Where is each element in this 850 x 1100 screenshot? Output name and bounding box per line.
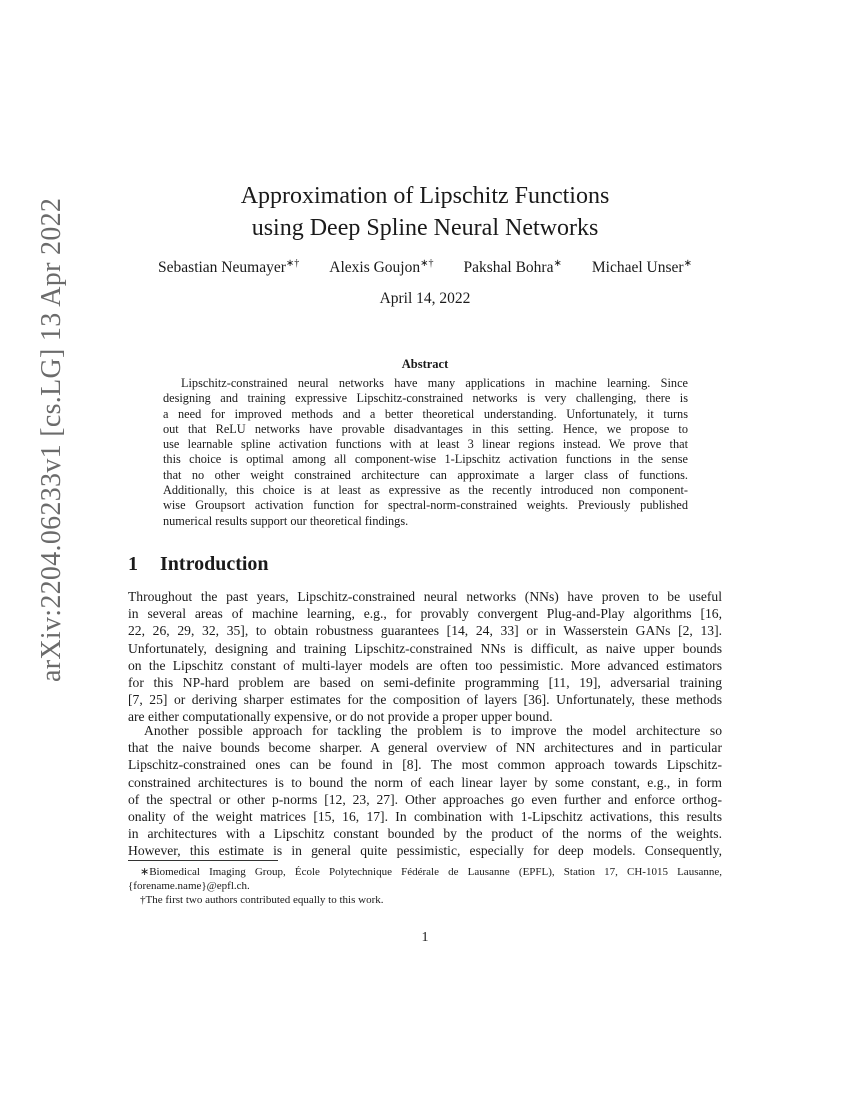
paragraph-line: are either computationally expensive, or do not provide a proper upper bound. <box>128 709 553 725</box>
footnote-line: ∗Biomedical Imaging Group, École Polytechnique Fédérale de Lausanne (EPFL), Station 17, CH-1015 Lausanne, <box>140 866 722 878</box>
abstract-line: designing and training expressive Lipschitz-constrained networks is very challenging, there is <box>163 391 688 406</box>
abstract-line: use learnable spline activation functions with at least 3 linear regions instead. We prove that <box>163 437 688 452</box>
body-paragraph <box>128 722 722 860</box>
section-heading <box>128 553 269 576</box>
abstract-heading: Abstract <box>401 357 449 371</box>
paragraph-line: onality of the weight matrices [15, 16, 17]. In combination with 1-Lipschitz activations, this results <box>128 809 722 825</box>
footnote-line: {forename.name}@epfl.ch. <box>128 880 250 892</box>
abstract-body <box>163 376 688 529</box>
author: Pakshal Bohra∗ <box>463 258 562 277</box>
paragraph-line: of the spectral or other p-norms [12, 23, 27]. Other approaches go even further and enforce orthog- <box>128 791 722 807</box>
abstract-line: this choice is optimal among all component-wise 1-Lipschitz activation functions in the sense <box>163 452 688 467</box>
paragraph-line: Lipschitz-constrained ones can be found in [8]. The most common approach towards Lipschitz- <box>128 757 722 773</box>
arxiv-identifier-text: arXiv:2204.06233v1 [cs.LG] 13 Apr 2022 <box>36 197 67 682</box>
paragraph-line: However, this estimate is in general quite pessimistic, especially for deep models. Consequently, <box>128 843 722 859</box>
footnote-line: †The first two authors contributed equally to this work. <box>140 894 384 906</box>
abstract-line: Additionally, this choice is at least as expressive as the recently introduced non component- <box>163 483 688 498</box>
abstract-line: wise Groupsort activation function for spectral-norm-constrained weights. Previously published <box>163 498 688 513</box>
abstract-line: out that ReLU networks have provable disadvantages in this setting. Hence, we propose to <box>163 421 688 436</box>
paragraph-line: for this NP-hard problem are based on semi-definite programming [11, 19], adversarial training <box>128 675 722 691</box>
abstract-line: numerical results support our theoretical findings. <box>163 513 409 528</box>
publication-date: April 14, 2022 <box>379 290 471 307</box>
paragraph-line: 22, 26, 29, 32, 35], to obtain robustness guarantees [14, 24, 33] or in Wasserstein GANs [2, 13]. <box>128 623 722 639</box>
paragraph-line: that the naive bounds become sharper. A general overview of NN architectures and in particular <box>128 740 722 756</box>
paragraph-line: Another possible approach for tackling the problem is to improve the model architecture so <box>144 723 722 738</box>
paper-title-line-1: Approximation of Lipschitz Functions <box>240 183 610 209</box>
author: Alexis Goujon∗† <box>329 258 434 277</box>
paragraph-line: constrained architectures is to bound the norm of each linear layer by some constant, e.g., in form <box>128 774 722 790</box>
paragraph-line: on the Lipschitz constant of multi-layer models are often too pessimistic. More advanced estimators <box>128 657 722 673</box>
paper-title-line-2: using Deep Spline Neural Networks <box>251 215 599 241</box>
footnotes <box>128 865 722 907</box>
abstract-line: Lipschitz-constrained neural networks have many applications in machine learning. Since <box>181 376 688 390</box>
author: Sebastian Neumayer∗† <box>158 258 300 277</box>
paragraph-line: Throughout the past years, Lipschitz-constrained neural networks (NNs) have proven to be useful <box>128 589 722 604</box>
section-title: Introduction <box>160 553 269 575</box>
abstract-line: a need for improved methods and a better theoretical understanding. Unfortunately, it turns <box>163 406 688 421</box>
paragraph-line: [7, 25] or deriving sharper estimates for the composition of layers [36]. Unfortunately, these methods <box>128 692 722 708</box>
body-paragraph <box>128 588 722 726</box>
footnote-divider <box>128 860 278 861</box>
author-list <box>125 258 725 277</box>
paragraph-line: in several areas of machine learning, e.g., for provably convergent Plug-and-Play algorithms [16, <box>128 606 722 622</box>
author: Michael Unser∗ <box>591 258 692 277</box>
paragraph-line: in architectures with a Lipschitz constant bounded by the product of the norms of the weights. <box>128 826 722 842</box>
section-number: 1 <box>128 553 138 575</box>
abstract-line: that no other weight constrained architecture can approximate a larger class of functions. <box>163 467 688 482</box>
page-number: 1 <box>421 930 429 945</box>
paragraph-line: Unfortunately, designing and training Lipschitz-constrained NNs is difficult, as naive upper bounds <box>128 640 722 656</box>
